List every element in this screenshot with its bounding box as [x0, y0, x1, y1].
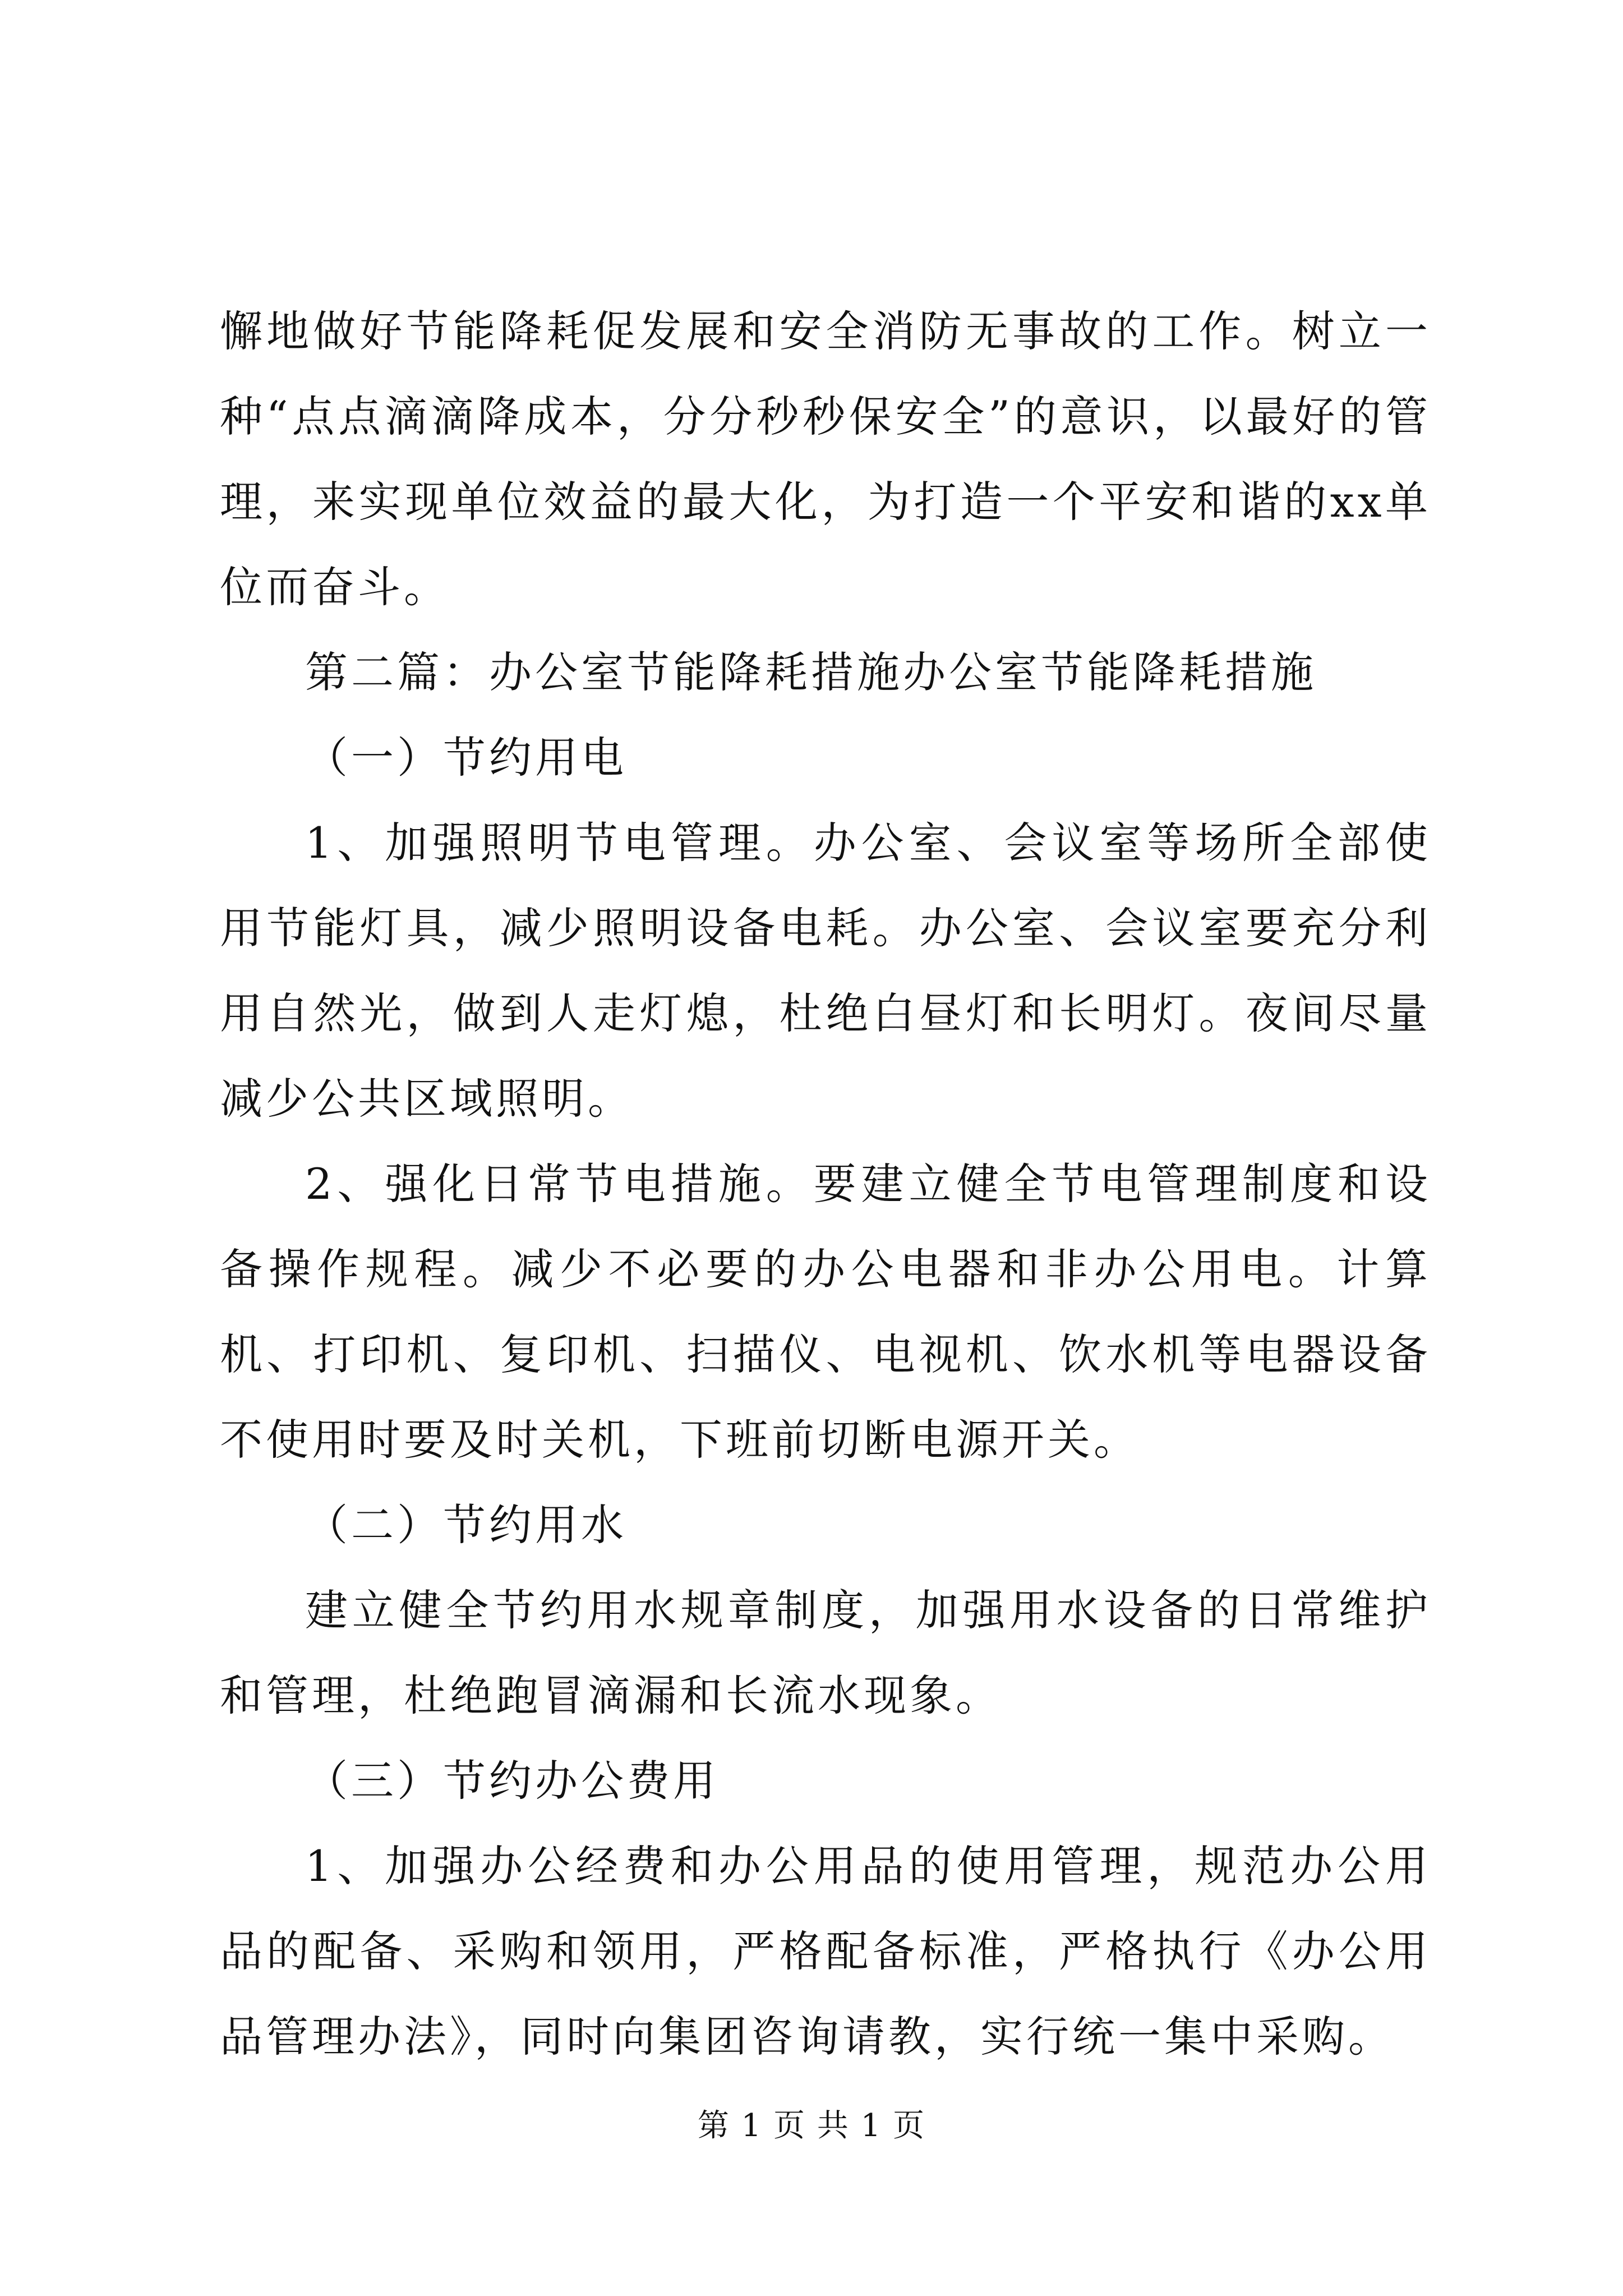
- paragraph-office-supplies: 1、加强办公经费和办公用品的使用管理，规范办公用品的配备、采购和领用，严格配备标准，严格执行《办公用品管理办法》，同时向集团咨询请教，实行统一集中采购。: [220, 1841, 1431, 2062]
- paragraph-lighting: 1、加强照明节电管理。办公室、会议室等场所全部使用节能灯具，减少照明设备电耗。办公室、会议室要充分利用自然光，做到人走灯熄，杜绝白昼灯和长明灯。夜间尽量减少公共区域照明。: [220, 818, 1431, 1124]
- paragraph-continuation: 懈地做好节能降耗促发展和安全消防无事故的工作。树立一种“点点滴滴降成本，分分秒秒保安全”的意识，以最好的管理，来实现单位效益的最大化，为打造一个平安和谐的xx单位而奋斗。: [220, 306, 1431, 612]
- page-footer: 第 1 页 共 1 页: [697, 2108, 926, 2144]
- paragraph-daily-measures: 2、强化日常节电措施。要建立健全节电管理制度和设备操作规程。减少不必要的办公电器和非办公用电。计算机、打印机、复印机、扫描仪、电视机、饮水机等电器设备不使用时要及时关机，下班前切断电源开关。: [220, 1159, 1431, 1465]
- paragraph-water: 建立健全节约用水规章制度，加强用水设备的日常维护和管理，杜绝跑冒滴漏和长流水现象。: [220, 1585, 1431, 1720]
- subheading-save-electricity: （一）节约用电: [305, 733, 627, 783]
- subheading-save-water: （二）节约用水: [305, 1500, 627, 1550]
- section-heading-part-two: 第二篇：办公室节能降耗措施办公室节能降耗措施: [305, 647, 1317, 697]
- document-body: [220, 289, 1431, 2079]
- subheading-save-office-costs: （三）节约办公费用: [305, 1756, 719, 1806]
